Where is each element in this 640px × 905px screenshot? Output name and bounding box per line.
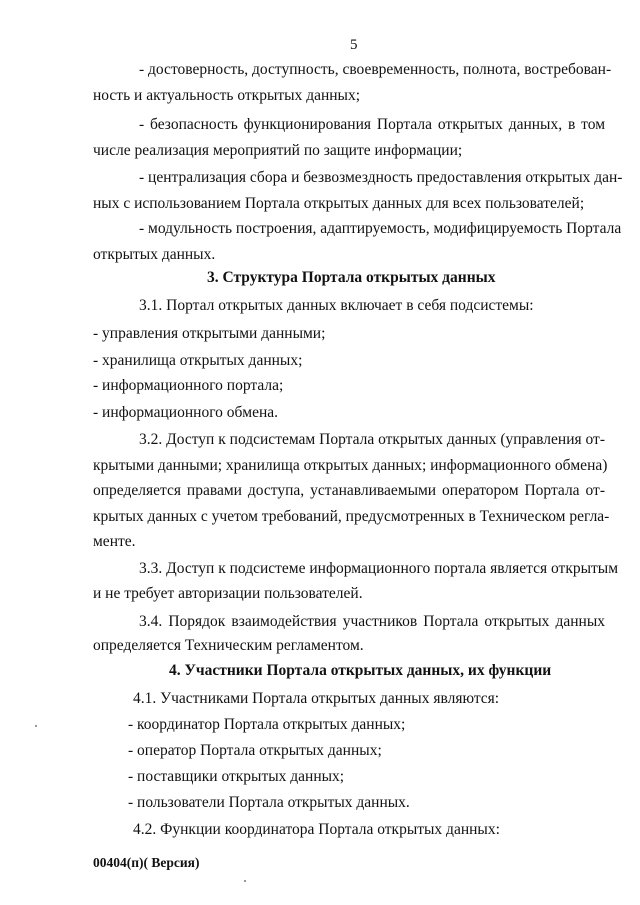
list-item-continuation: открытых данных. (93, 246, 216, 263)
list-item: - хранилища открытых данных; (93, 352, 303, 369)
paragraph-line: 3.2. Доступ к подсистемам Портала открытых данных (управления от- (139, 431, 605, 448)
section-heading: 3. Структура Портала открытых данных (207, 269, 496, 286)
list-item: - информационного портала; (93, 377, 284, 394)
list-item-continuation: числе реализация мероприятий по защите информации; (93, 142, 463, 159)
paragraph-line: крытых данных с учетом требований, предусмотренных в Техническом регла- (93, 508, 610, 525)
list-item: - управления открытыми данными; (93, 325, 326, 342)
paragraph-line: 3.4. Порядок взаимодействия участников Портала открытых данных (139, 613, 605, 630)
list-item: - пользователи Портала открытых данных. (128, 794, 410, 811)
list-item: - координатор Портала открытых данных; (128, 716, 406, 733)
paragraph-line: крытыми данными; хранилища открытых данных; информационного обмена) (93, 457, 608, 474)
paragraph-line: определяется Техническим регламентом. (93, 637, 364, 654)
list-item: - централизация сбора и безвозмездность предоставления открытых дан- (139, 169, 623, 186)
document-footer-code: 00404(п)( Версия) (93, 855, 200, 870)
paragraph-line: 3.3. Доступ к подсистеме информационного портала является открытым (139, 560, 619, 577)
list-item: - оператор Портала открытых данных; (128, 742, 382, 759)
list-item: - информационного обмена. (93, 404, 279, 421)
list-item-continuation: ных с использованием Портала открытых данных для всех пользователей; (93, 195, 585, 212)
paragraph-line: менте. (93, 533, 136, 550)
scan-speck (35, 725, 37, 727)
list-item: - модульность построения, адаптируемость, модифицируемость Портала (139, 220, 622, 237)
paragraph-line: 3.1. Портал открытых данных включает в себя подсистемы: (139, 297, 534, 314)
list-item: - поставщики открытых данных; (128, 768, 345, 785)
paragraph-line: 4.2. Функции координатора Портала открытых данных: (133, 821, 500, 838)
page-number: 5 (350, 37, 358, 53)
paragraph-line: определяется правами доступа, устанавливаемыми оператором Портала от- (93, 482, 605, 499)
scan-speck (244, 880, 246, 882)
paragraph-line: 4.1. Участниками Портала открытых данных являются: (133, 690, 500, 707)
list-item: - безопасность функционирования Портала открытых данных, в том (139, 116, 605, 133)
list-item: - достоверность, доступность, своевременность, полнота, востребован- (139, 61, 612, 78)
paragraph-line: и не требует авторизации пользователей. (93, 585, 363, 602)
list-item-continuation: ность и актуальность открытых данных; (93, 87, 361, 104)
section-heading: 4. Участники Портала открытых данных, их функции (169, 662, 552, 679)
